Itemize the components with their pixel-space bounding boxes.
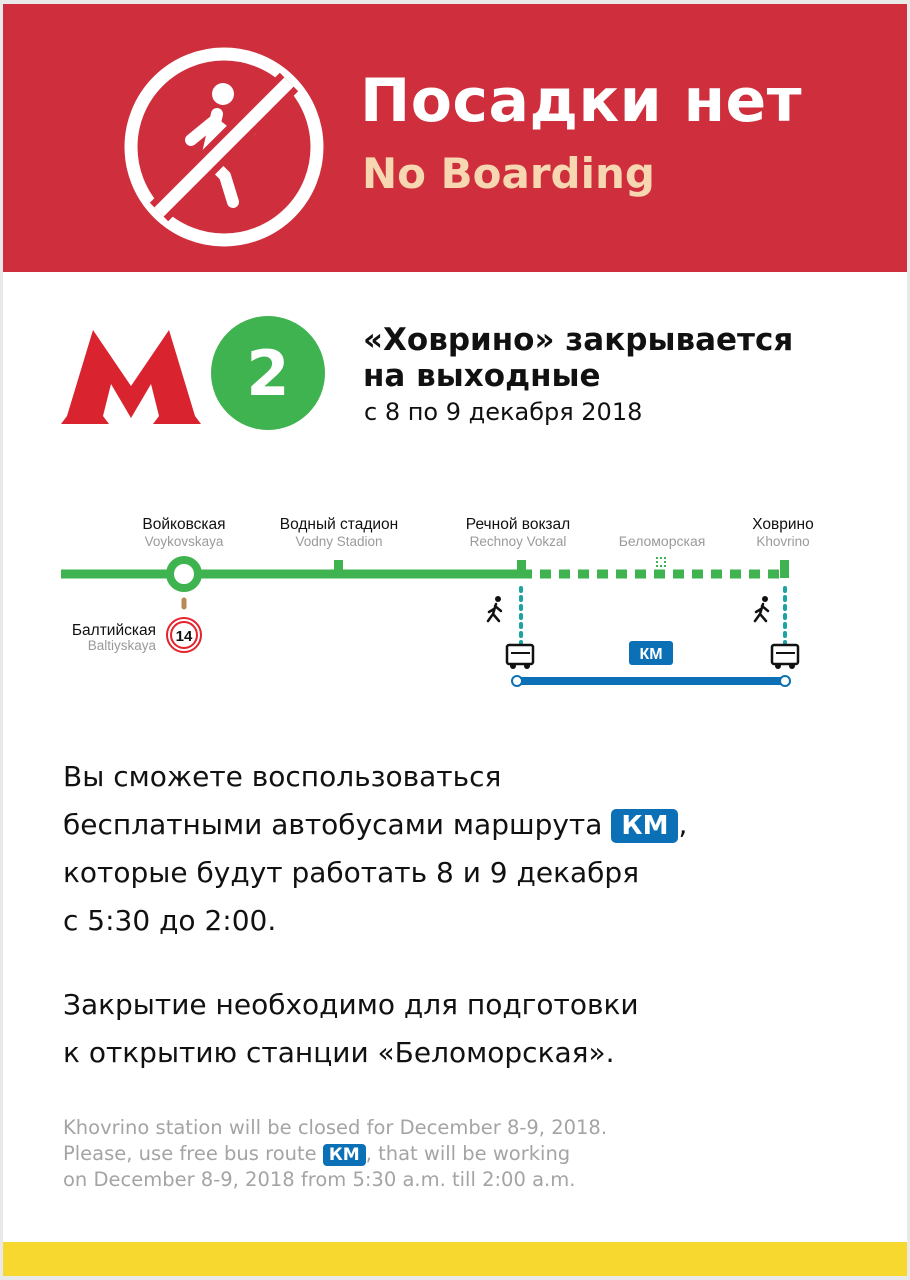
line-2-badge: 2 <box>211 316 325 430</box>
ru-paragraph-1-line-3: которые будут работать 8 и 9 декабря <box>63 856 640 889</box>
station-voykovskaya: Войковская <box>142 516 226 533</box>
bus-icon-left <box>507 645 533 669</box>
station-belomorskaya: Беломорская <box>618 533 706 549</box>
closure-headline <box>363 322 793 394</box>
station-khovrino: Ховрино <box>752 516 814 533</box>
bus-icon-right <box>772 645 798 669</box>
headline-line-2: на выходные <box>363 358 601 394</box>
ru-paragraph-1-line-2-tail: , <box>678 808 688 841</box>
ru-paragraph-1-line-4: с 5:30 до 2:00. <box>63 904 277 937</box>
ru-paragraph-2-line-1: Закрытие необходимо для подготовки <box>63 988 639 1021</box>
station-tick-khovrino <box>780 560 789 578</box>
pedestrian-icon-left <box>488 596 501 621</box>
ru-paragraph-1-line-2-text: бесплатными автобусами маршрута <box>63 808 603 841</box>
transfer-node-voykovskaya <box>170 560 198 588</box>
line-14-badge <box>167 618 201 652</box>
ru-paragraph-2-line-2: к открытию станции «Беломорская». <box>63 1036 615 1069</box>
station-tick-rechnoy-vokzal <box>517 560 526 578</box>
poster <box>3 4 907 1276</box>
red-banner <box>3 4 907 272</box>
en-text-line-2 <box>63 1142 570 1166</box>
station-baltiyskaya-latin: Baltiyskaya <box>87 638 156 653</box>
svg-text:КМ: КМ <box>639 646 663 663</box>
moscow-metro-logo <box>59 324 203 424</box>
km-bus-route-badge <box>629 641 673 665</box>
station-vodny-stadion: Водный стадион <box>279 516 399 533</box>
km-route-badge-small: КМ <box>323 1144 366 1166</box>
ru-paragraph-1-line-1: Вы сможете воспользоваться <box>63 760 502 793</box>
bus-stop-right <box>780 676 790 686</box>
en-text-line-1: Khovrino station will be closed for December 8-9, 2018. <box>63 1116 608 1139</box>
ru-paragraph-1-line-2 <box>63 808 687 843</box>
pedestrian-icon-right <box>755 596 768 621</box>
station-khovrino-latin: Khovrino <box>756 534 810 549</box>
station-rechnoy-vokzal-latin: Rechnoy Vokzal <box>469 534 567 549</box>
station-baltiyskaya: Балтийская <box>71 622 156 639</box>
en-text-line-2-end: , that will be working <box>365 1142 571 1165</box>
headline-line-1: «Ховрино» закрывается <box>363 322 794 358</box>
banner-title: Посадки нет <box>360 66 803 136</box>
bus-stop-left <box>512 676 522 686</box>
closure-dates: с 8 по 9 декабря 2018 <box>364 398 643 426</box>
km-route-badge: КМ <box>611 809 678 843</box>
en-text-line-3: on December 8-9, 2018 from 5:30 a.m. till 2:00 a.m. <box>63 1168 576 1191</box>
station-rechnoy-vokzal: Речной вокзал <box>465 516 571 533</box>
line-scheme <box>3 504 907 704</box>
en-text-line-2-start: Please, use free bus route <box>63 1142 317 1165</box>
svg-text:14: 14 <box>175 628 193 645</box>
yellow-footer-bar <box>3 1242 907 1276</box>
station-tick-belomorskaya <box>656 557 666 567</box>
no-pedestrian-icon <box>121 44 327 250</box>
station-vodny-stadion-latin: Vodny Stadion <box>295 534 383 549</box>
station-tick-vodny-stadion <box>334 560 343 578</box>
banner-subtitle: No Boarding <box>362 149 655 198</box>
station-voykovskaya-latin: Voykovskaya <box>144 534 224 549</box>
